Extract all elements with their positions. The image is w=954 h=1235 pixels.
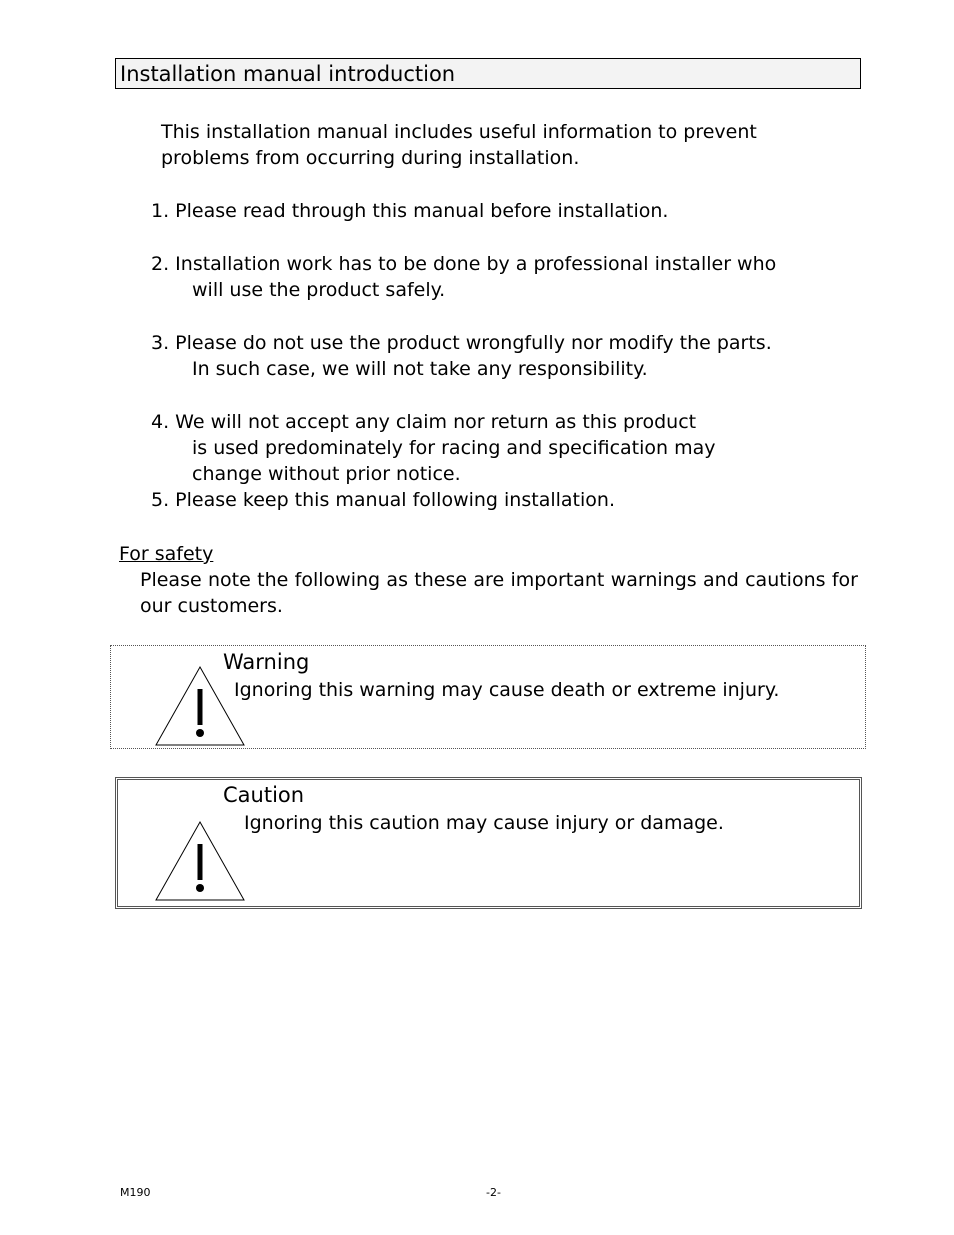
list-item-3-cont: In such case, we will not take any responsibility. bbox=[192, 358, 648, 380]
footer-model: M190 bbox=[120, 1186, 151, 1199]
section-title-box bbox=[115, 58, 861, 89]
caution-triangle-icon bbox=[154, 820, 246, 902]
intro-line-1: This installation manual includes useful information to prevent bbox=[161, 121, 757, 143]
intro-line-2: problems from occurring during installation. bbox=[161, 147, 580, 169]
list-item-4-cont-1: is used predominately for racing and specification may bbox=[192, 437, 716, 459]
caution-text: Ignoring this caution may cause injury or damage. bbox=[244, 812, 724, 834]
list-item-1: 1. Please read through this manual before installation. bbox=[151, 200, 669, 222]
warning-triangle-icon bbox=[154, 665, 246, 747]
page-title: Installation manual introduction bbox=[120, 62, 456, 86]
warning-title: Warning bbox=[223, 650, 310, 674]
footer-page-number: -2- bbox=[486, 1186, 501, 1199]
safety-heading: For safety bbox=[119, 543, 214, 565]
list-item-2: 2. Installation work has to be done by a professional installer who bbox=[151, 253, 777, 275]
list-item-4: 4. We will not accept any claim nor return as this product bbox=[151, 411, 697, 433]
safety-paragraph: Please note the following as these are important warnings and cautions for our customers. bbox=[140, 569, 858, 617]
list-item-5: 5. Please keep this manual following installation. bbox=[151, 489, 615, 511]
caution-box bbox=[115, 777, 862, 909]
list-item-2-cont: will use the product safely. bbox=[192, 279, 446, 301]
warning-text: Ignoring this warning may cause death or extreme injury. bbox=[234, 679, 780, 701]
list-item-3: 3. Please do not use the product wrongfully nor modify the parts. bbox=[151, 332, 772, 354]
caution-title: Caution bbox=[223, 783, 305, 807]
list-item-4-cont-2: change without prior notice. bbox=[192, 463, 461, 485]
warning-box bbox=[110, 645, 866, 749]
